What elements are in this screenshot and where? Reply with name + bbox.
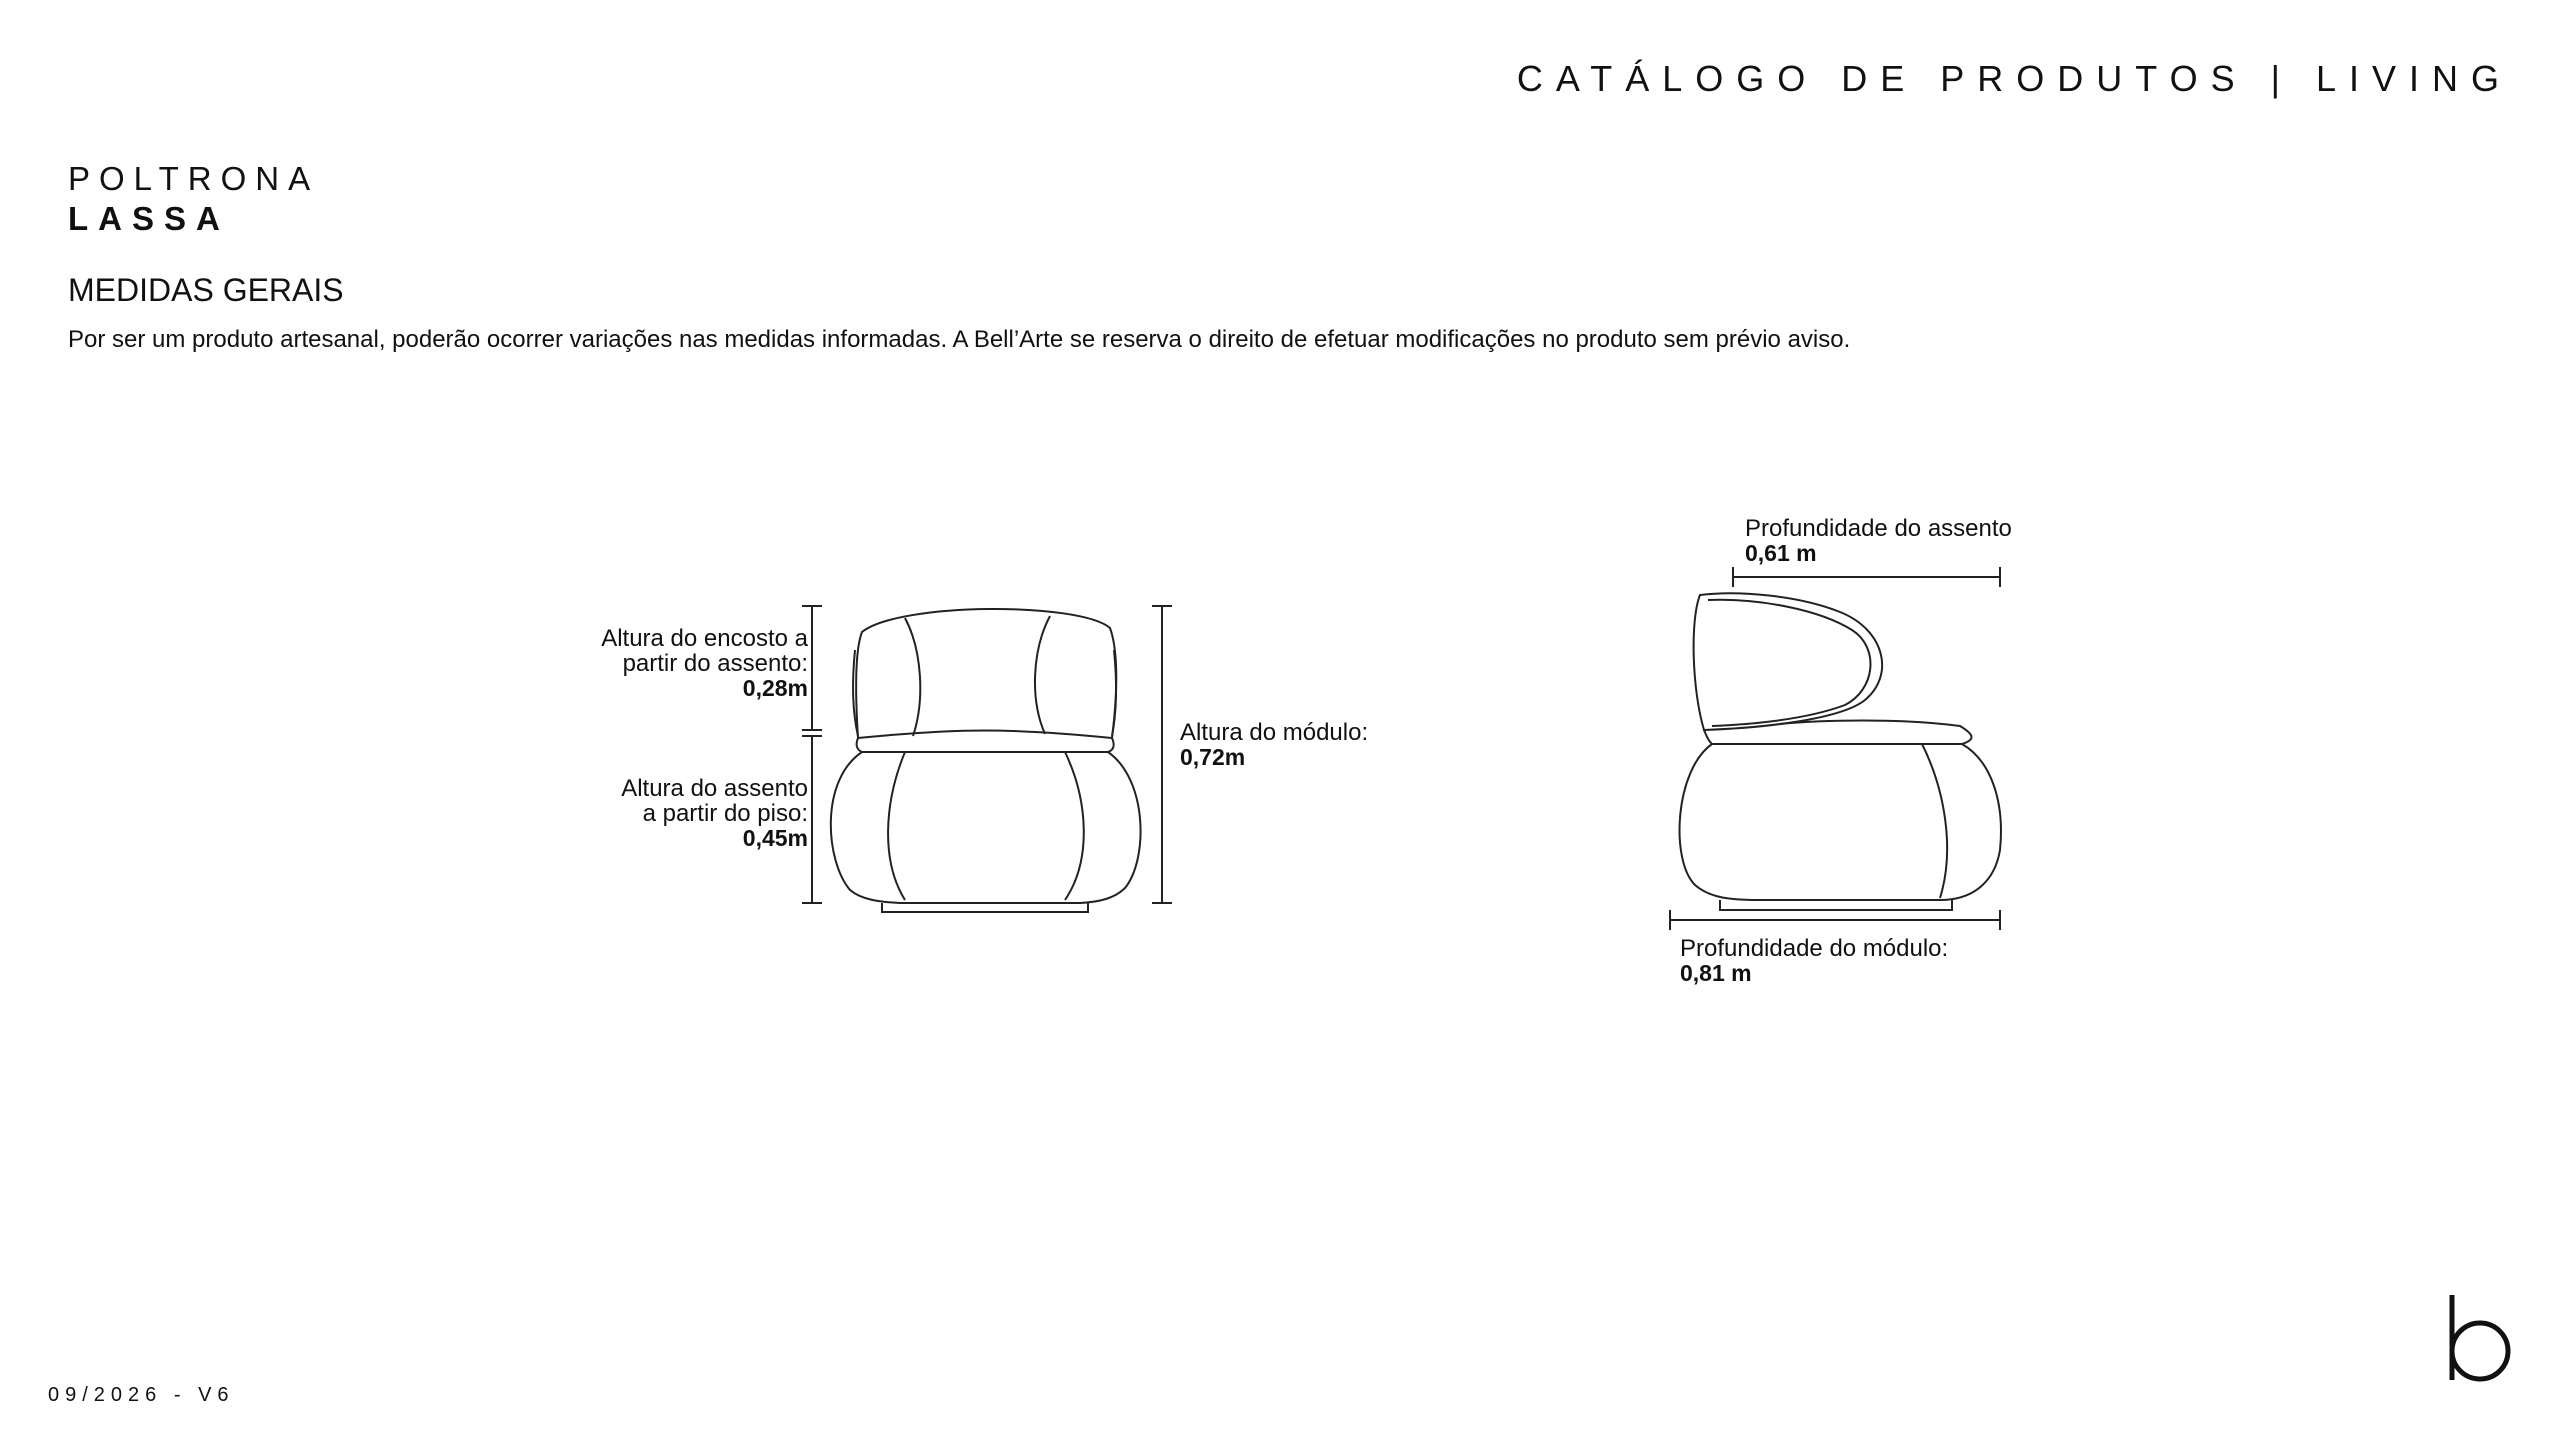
backrest-height-line1: Altura do encosto a <box>601 625 808 652</box>
module-height-value: 0,72m <box>1180 744 1246 770</box>
catalog-header: CATÁLOGO DE PRODUTOS | LIVING <box>1516 58 2512 99</box>
product-type: POLTRONA <box>68 160 320 197</box>
section-title: MEDIDAS GERAIS <box>68 272 344 308</box>
module-depth-text: Profundidade do módulo: <box>1680 935 1949 962</box>
seat-depth-value: 0,61 m <box>1745 540 1817 566</box>
backrest-height-label <box>601 626 808 701</box>
version-footer: 09/2026 - V6 <box>48 1384 235 1406</box>
seat-height-value: 0,45m <box>742 825 808 851</box>
seat-height-line2: a partir do piso: <box>642 800 808 827</box>
brand-logo <box>2452 1295 2508 1380</box>
seat-depth-label <box>1745 516 2012 566</box>
module-height-text: Altura do módulo: <box>1180 719 1369 746</box>
module-height-label <box>1180 720 1368 770</box>
module-depth-label <box>1680 936 1948 986</box>
disclaimer-text: Por ser um produto artesanal, poderão ocorrer variações nas medidas informadas. A Bell’Arte se reserva o direito de efetuar modificações no produto sem prévio aviso. <box>68 326 1851 353</box>
backrest-height-value: 0,28m <box>742 675 808 701</box>
seat-depth-text: Profundidade do assento <box>1745 515 2012 542</box>
front-view-armchair <box>802 606 1172 912</box>
seat-height-label <box>621 776 808 851</box>
product-name: LASSA <box>68 200 230 237</box>
module-depth-value: 0,81 m <box>1680 960 1752 986</box>
side-view-armchair <box>1670 567 2001 930</box>
seat-height-line1: Altura do assento <box>621 775 808 802</box>
backrest-height-line2: partir do assento: <box>622 650 808 677</box>
